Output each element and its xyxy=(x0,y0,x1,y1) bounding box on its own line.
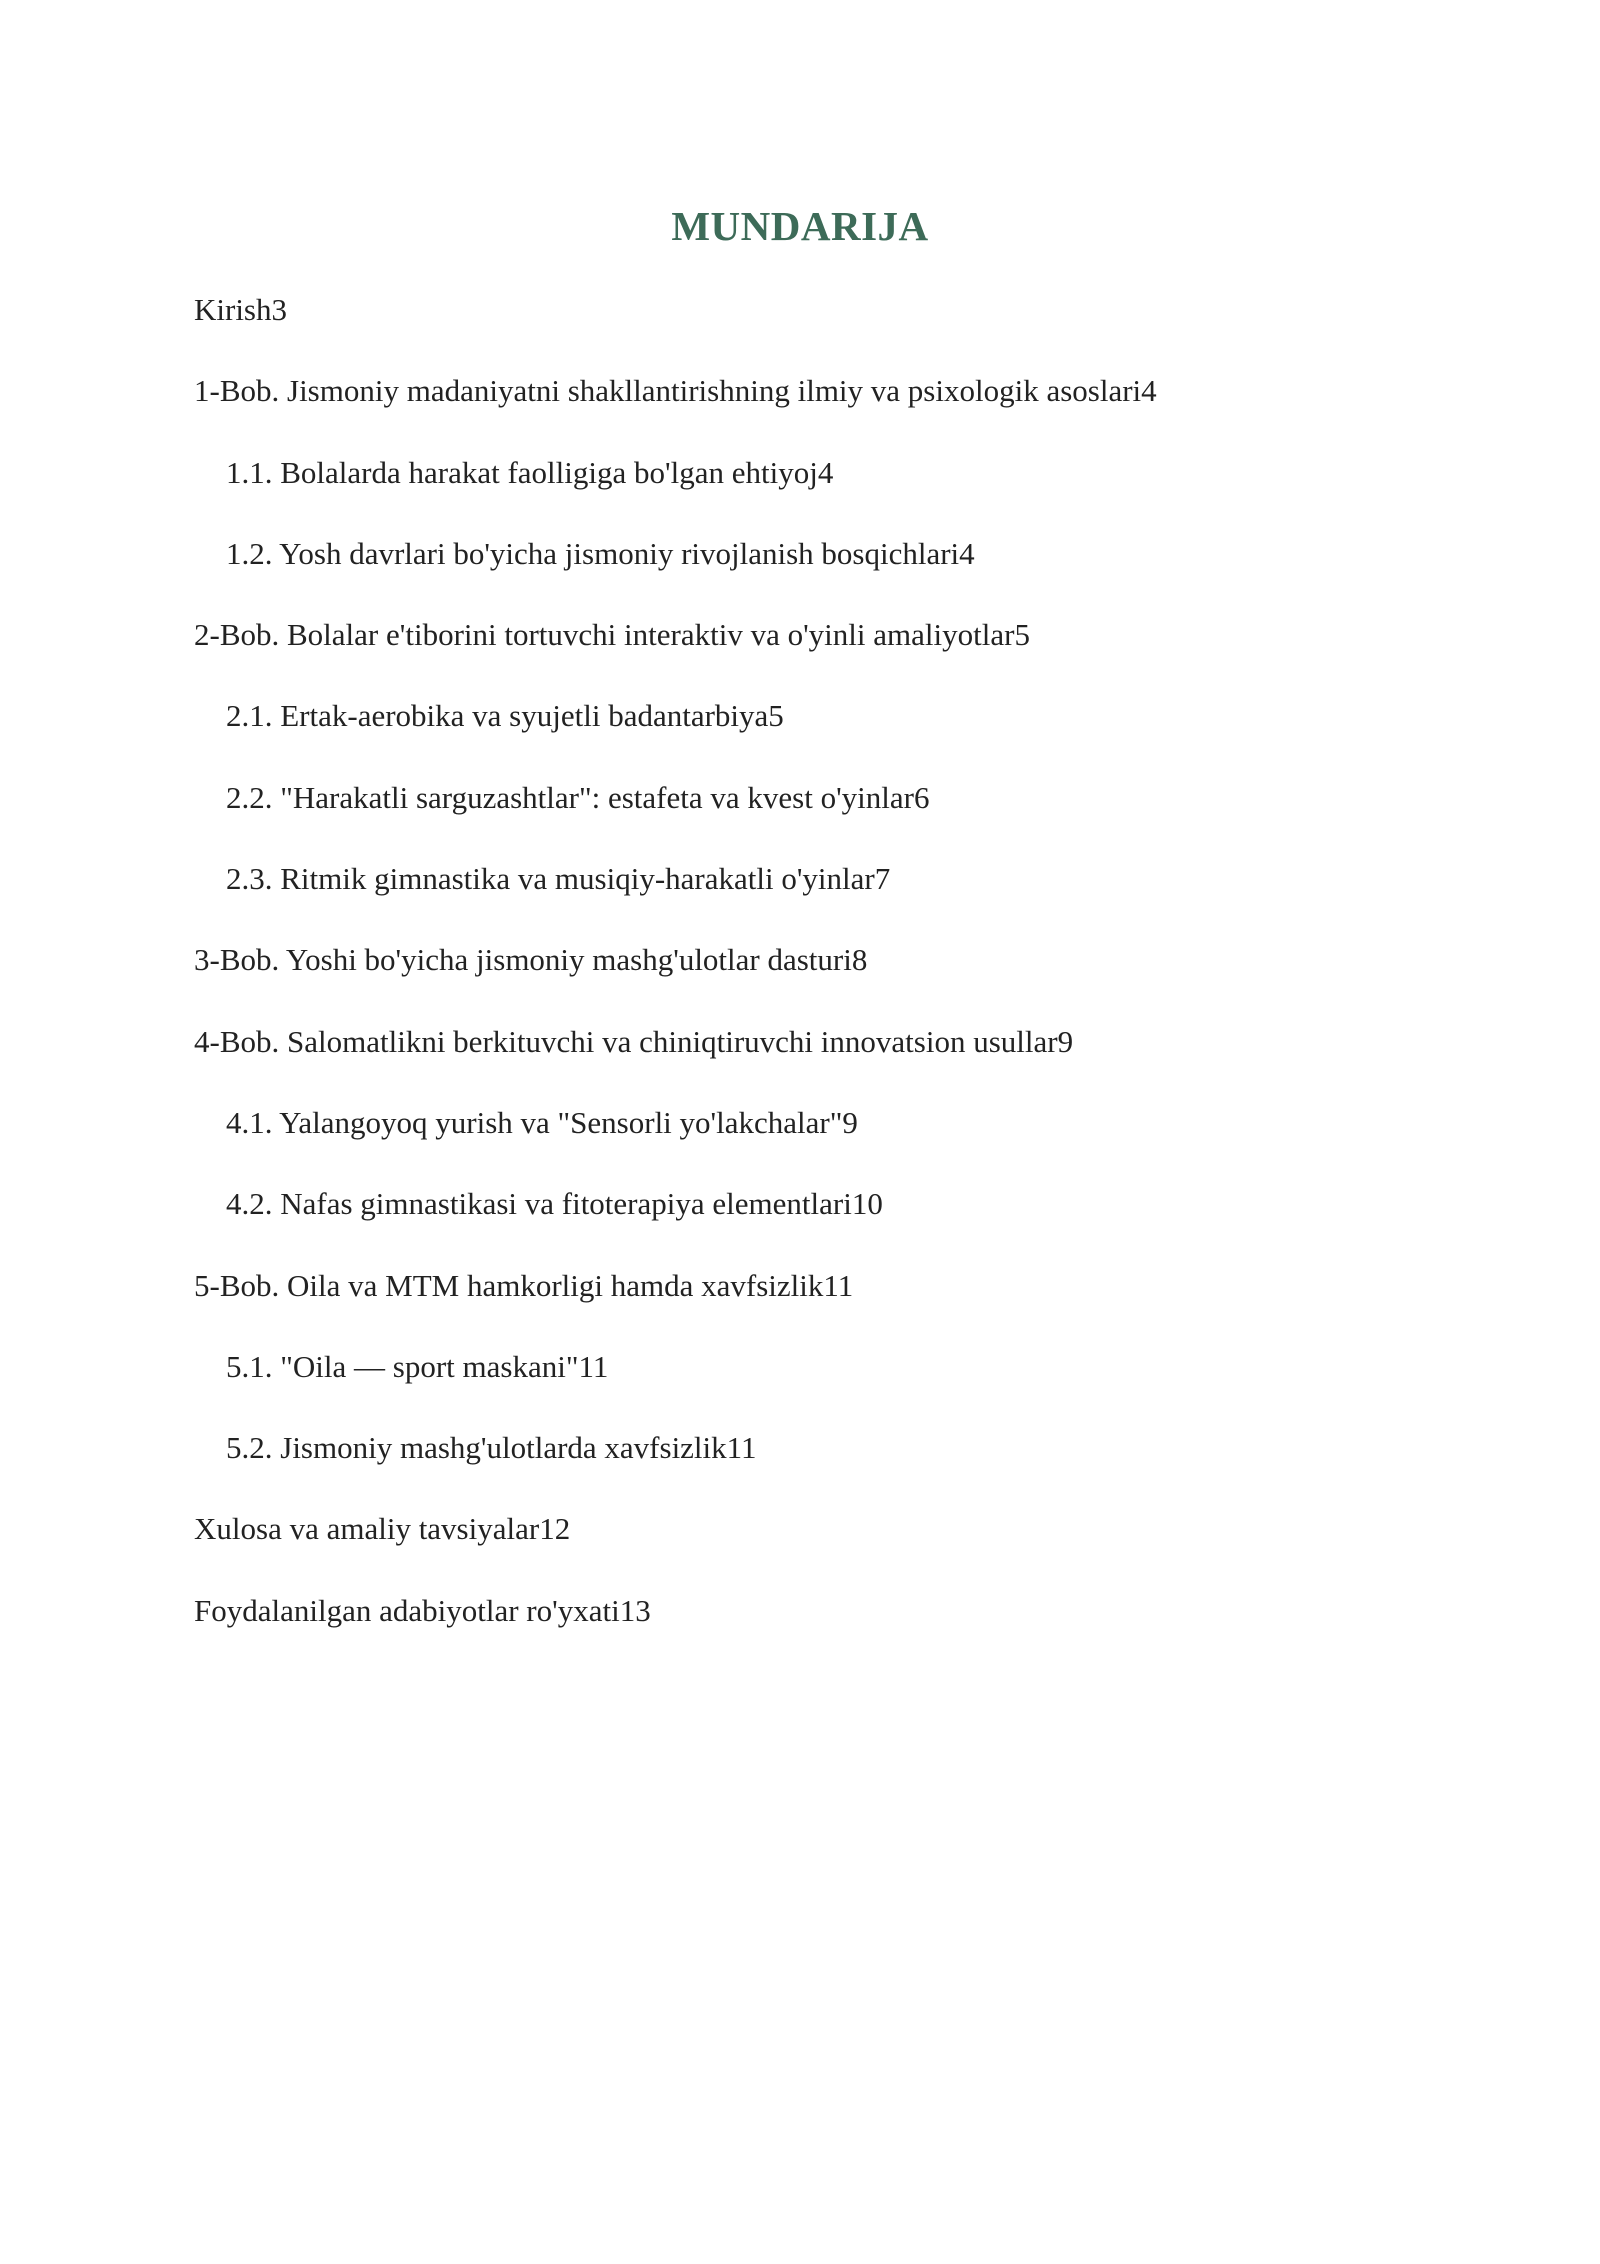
toc-entry-chapter-2 xyxy=(194,611,1444,692)
toc-entry-page: 4 xyxy=(1141,373,1157,409)
toc-entry-page: 8 xyxy=(851,942,868,978)
toc-entry-label: Xulosa va amaliy tavsiyalar xyxy=(194,1511,540,1547)
toc-entry-chapter-1 xyxy=(194,367,1444,448)
table-of-contents xyxy=(194,286,1444,1668)
toc-entry-label: Foydalanilgan adabiyotlar ro'yxati xyxy=(194,1592,620,1628)
toc-entry-chapter-3 xyxy=(194,936,1444,1017)
toc-entry-label: 4.1. Yalangoyoq yurish va "Sensorli yo'lakchalar" xyxy=(226,1104,843,1140)
toc-entry-chapter-4 xyxy=(194,1018,1444,1099)
toc-entry-page: 11 xyxy=(726,1430,757,1466)
toc-entry-page: 4 xyxy=(959,535,975,571)
toc-title: MUNDARIJA xyxy=(671,203,929,249)
toc-entry-section-4-2 xyxy=(194,1180,1444,1261)
toc-entry-section-1-1 xyxy=(194,449,1444,530)
toc-entry-page: 5 xyxy=(768,698,784,734)
toc-entry-page: 6 xyxy=(913,779,930,815)
toc-entry-page: 4 xyxy=(817,454,834,490)
toc-entry-section-1-2 xyxy=(194,530,1444,611)
toc-entry-label: 1.2. Yosh davrlari bo'yicha jismoniy rivojlanish bosqichlari xyxy=(226,535,960,571)
toc-entry-section-5-1 xyxy=(194,1343,1444,1424)
toc-entry-section-2-1 xyxy=(194,692,1444,773)
toc-entry-page: 11 xyxy=(823,1267,854,1303)
toc-entry-label: 2-Bob. Bolalar e'tiborini tortuvchi interaktiv va o'yinli amaliyotlar xyxy=(194,617,1015,653)
toc-entry-page: 10 xyxy=(851,1186,883,1222)
toc-entry-label: 2.3. Ritmik gimnastika va musiqiy-harakatli o'yinlar xyxy=(226,861,875,897)
toc-entry-label: Kirish xyxy=(194,292,272,327)
toc-entry-page: 13 xyxy=(619,1592,651,1628)
toc-entry-page: 7 xyxy=(874,861,891,897)
toc-entry-label: 4-Bob. Salomatlikni berkituvchi va chiniqtiruvchi innovatsion usullar xyxy=(194,1023,1058,1059)
toc-entry-label: 5-Bob. Oila va MTM hamkorligi hamda xavfsizlik xyxy=(194,1267,824,1303)
toc-entry-page: 5 xyxy=(1014,617,1030,653)
toc-entry-xulosa xyxy=(194,1505,1444,1586)
toc-entry-label: 4.2. Nafas gimnastikasi va fitoterapiya elementlari xyxy=(226,1186,852,1222)
toc-entry-label: 2.2. "Harakatli sarguzashtlar": estafeta va kvest o'yinlar xyxy=(226,779,914,815)
toc-entry-label: 1.1. Bolalarda harakat faolligiga bo'lgan ehtiyoj xyxy=(226,454,818,490)
toc-entry-page: 11 xyxy=(578,1348,609,1384)
toc-entry-adabiyotlar xyxy=(194,1587,1444,1668)
toc-entry-label: 5.1. "Oila — sport maskani" xyxy=(226,1348,579,1384)
toc-entry-label: 1-Bob. Jismoniy madaniyatni shakllantirishning ilmiy va psixologik asoslari xyxy=(194,373,1142,409)
toc-entry-page: 3 xyxy=(271,292,287,327)
toc-entry-page: 9 xyxy=(1057,1023,1074,1059)
toc-entry-kirish xyxy=(194,286,1444,367)
toc-entry-chapter-5 xyxy=(194,1262,1444,1343)
toc-entry-page: 9 xyxy=(842,1104,858,1140)
toc-entry-label: 3-Bob. Yoshi bo'yicha jismoniy mashg'ulotlar dasturi xyxy=(194,942,852,978)
toc-entry-section-2-3 xyxy=(194,855,1444,936)
toc-entry-label: 5.2. Jismoniy mashg'ulotlarda xavfsizlik xyxy=(226,1430,727,1466)
toc-entry-section-2-2 xyxy=(194,774,1444,855)
toc-entry-section-4-1 xyxy=(194,1099,1444,1180)
toc-entry-label: 2.1. Ertak-aerobika va syujetli badantarbiya xyxy=(226,698,769,734)
toc-entry-section-5-2 xyxy=(194,1424,1444,1505)
toc-entry-page: 12 xyxy=(539,1511,571,1547)
